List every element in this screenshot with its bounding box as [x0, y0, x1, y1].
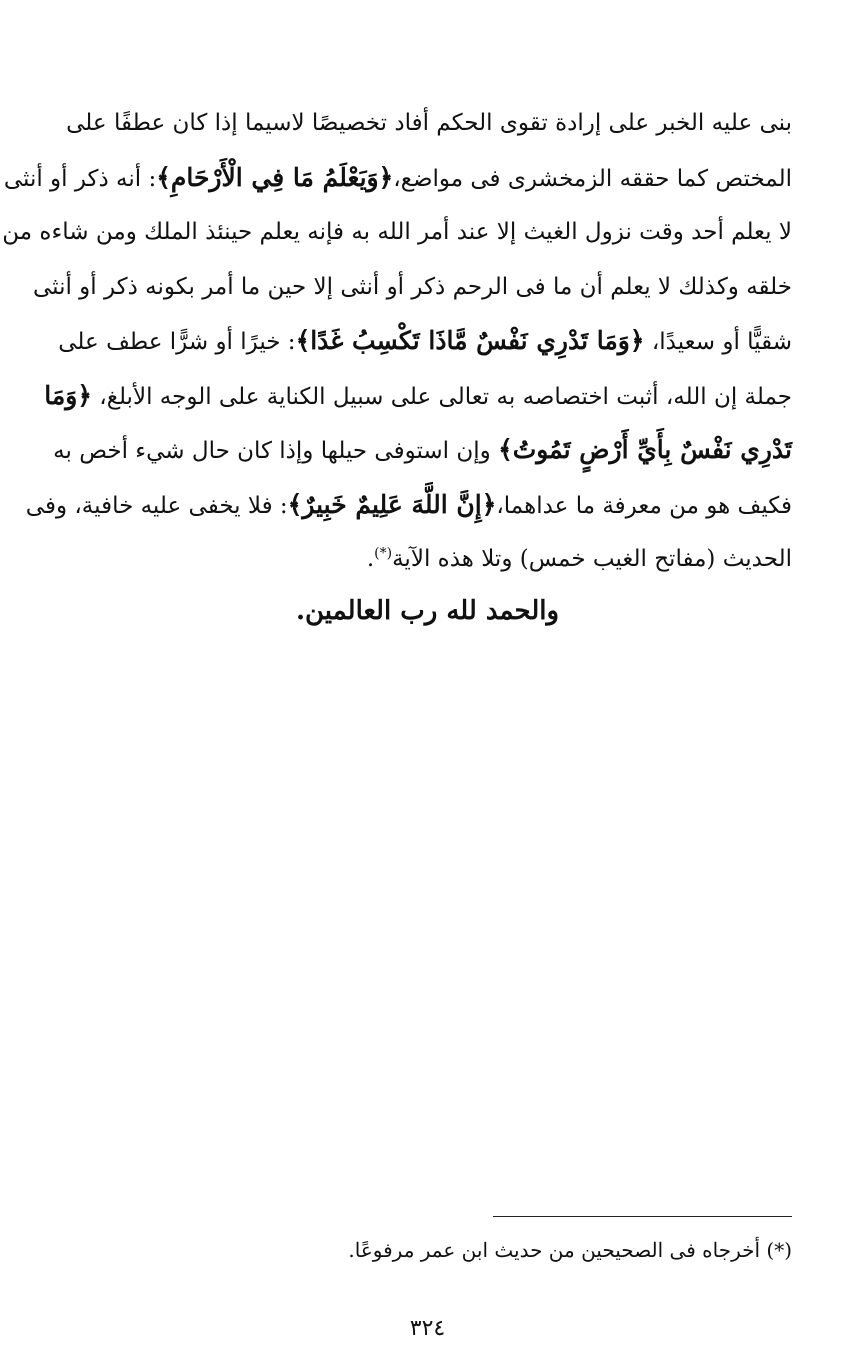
main-text	[2, 96, 792, 587]
text-line	[25, 478, 792, 533]
quran-verse: تَدْرِي نَفْسٌ بِأَيِّ أَرْضٍ تَمُوتُ﴾	[498, 435, 792, 464]
quran-verse: ﴿إِنَّ اللَّهَ عَلِيمٌ خَبِيرٌ﴾	[287, 489, 497, 519]
text-line	[92, 532, 792, 587]
quran-verse: ﴿وَمَا تَدْرِي نَفْسٌ مَّاذَا تَكْسِبُ غَدًا﴾	[295, 326, 645, 355]
closing-line: والحمد لله رب العالمين.	[295, 596, 560, 626]
footnote-divider	[493, 1216, 792, 1217]
quran-verse: ﴿وَيَعْلَمُ مَا فِي الْأَرْحَامِ﴾	[156, 162, 394, 192]
footnote-text: أخرجاه فى الصحيحين من حديث ابن عمر مرفوعًا.	[348, 1238, 767, 1262]
text-segment: المختص كما حققه الزمخشرى فى مواضع،	[393, 165, 792, 192]
text-segment: وإن استوفى حيلها وإذا كان حال شيء أخص به	[53, 438, 499, 464]
text-segment: : فلا يخفى عليه خافية، وفى	[25, 492, 288, 519]
text-segment: : أنه ذكر أو أنثى	[3, 165, 157, 192]
text-segment: جملة إن الله، أثبت اختصاصه به تعالى على سبيل الكناية على الوجه الأبلغ،	[91, 383, 792, 410]
text-line	[53, 423, 792, 478]
footnote	[92, 1230, 792, 1270]
text-line: بنى عليه الخبر على إرادة تقوى الحكم أفاد تخصيصًا لاسيما إذا كان عطفًا على	[66, 110, 792, 136]
text-segment: شقيًّا أو سعيدًا،	[644, 329, 792, 355]
text-segment: : خيرًا أو شرًّا عطف على	[58, 329, 296, 355]
text-line	[44, 369, 792, 424]
text-line	[3, 151, 792, 206]
text-segment: .	[366, 546, 375, 572]
text-segment: الحديث (مفاتح الغيب خمس) وتلا هذه الآية	[392, 546, 792, 572]
text-line	[58, 314, 792, 369]
footnote-marker: (*)	[766, 1238, 792, 1262]
quran-verse: ﴿وَمَا	[44, 380, 92, 410]
text-segment: فكيف هو من معرفة ما عداهما،	[496, 492, 792, 519]
page-number: ٣٢٤	[409, 1316, 446, 1341]
footnote-reference: (*)	[374, 545, 393, 562]
text-line: لا يعلم أحد وقت نزول الغيث إلا عند أمر الله به فإنه يعلم حينئذ الملك ومن شاءه من	[2, 219, 792, 245]
text-line: خلقه وكذلك لا يعلم أن ما فى الرحم ذكر أو أنثى إلا حين ما أمر بكونه ذكر أو أنثى	[32, 273, 792, 300]
